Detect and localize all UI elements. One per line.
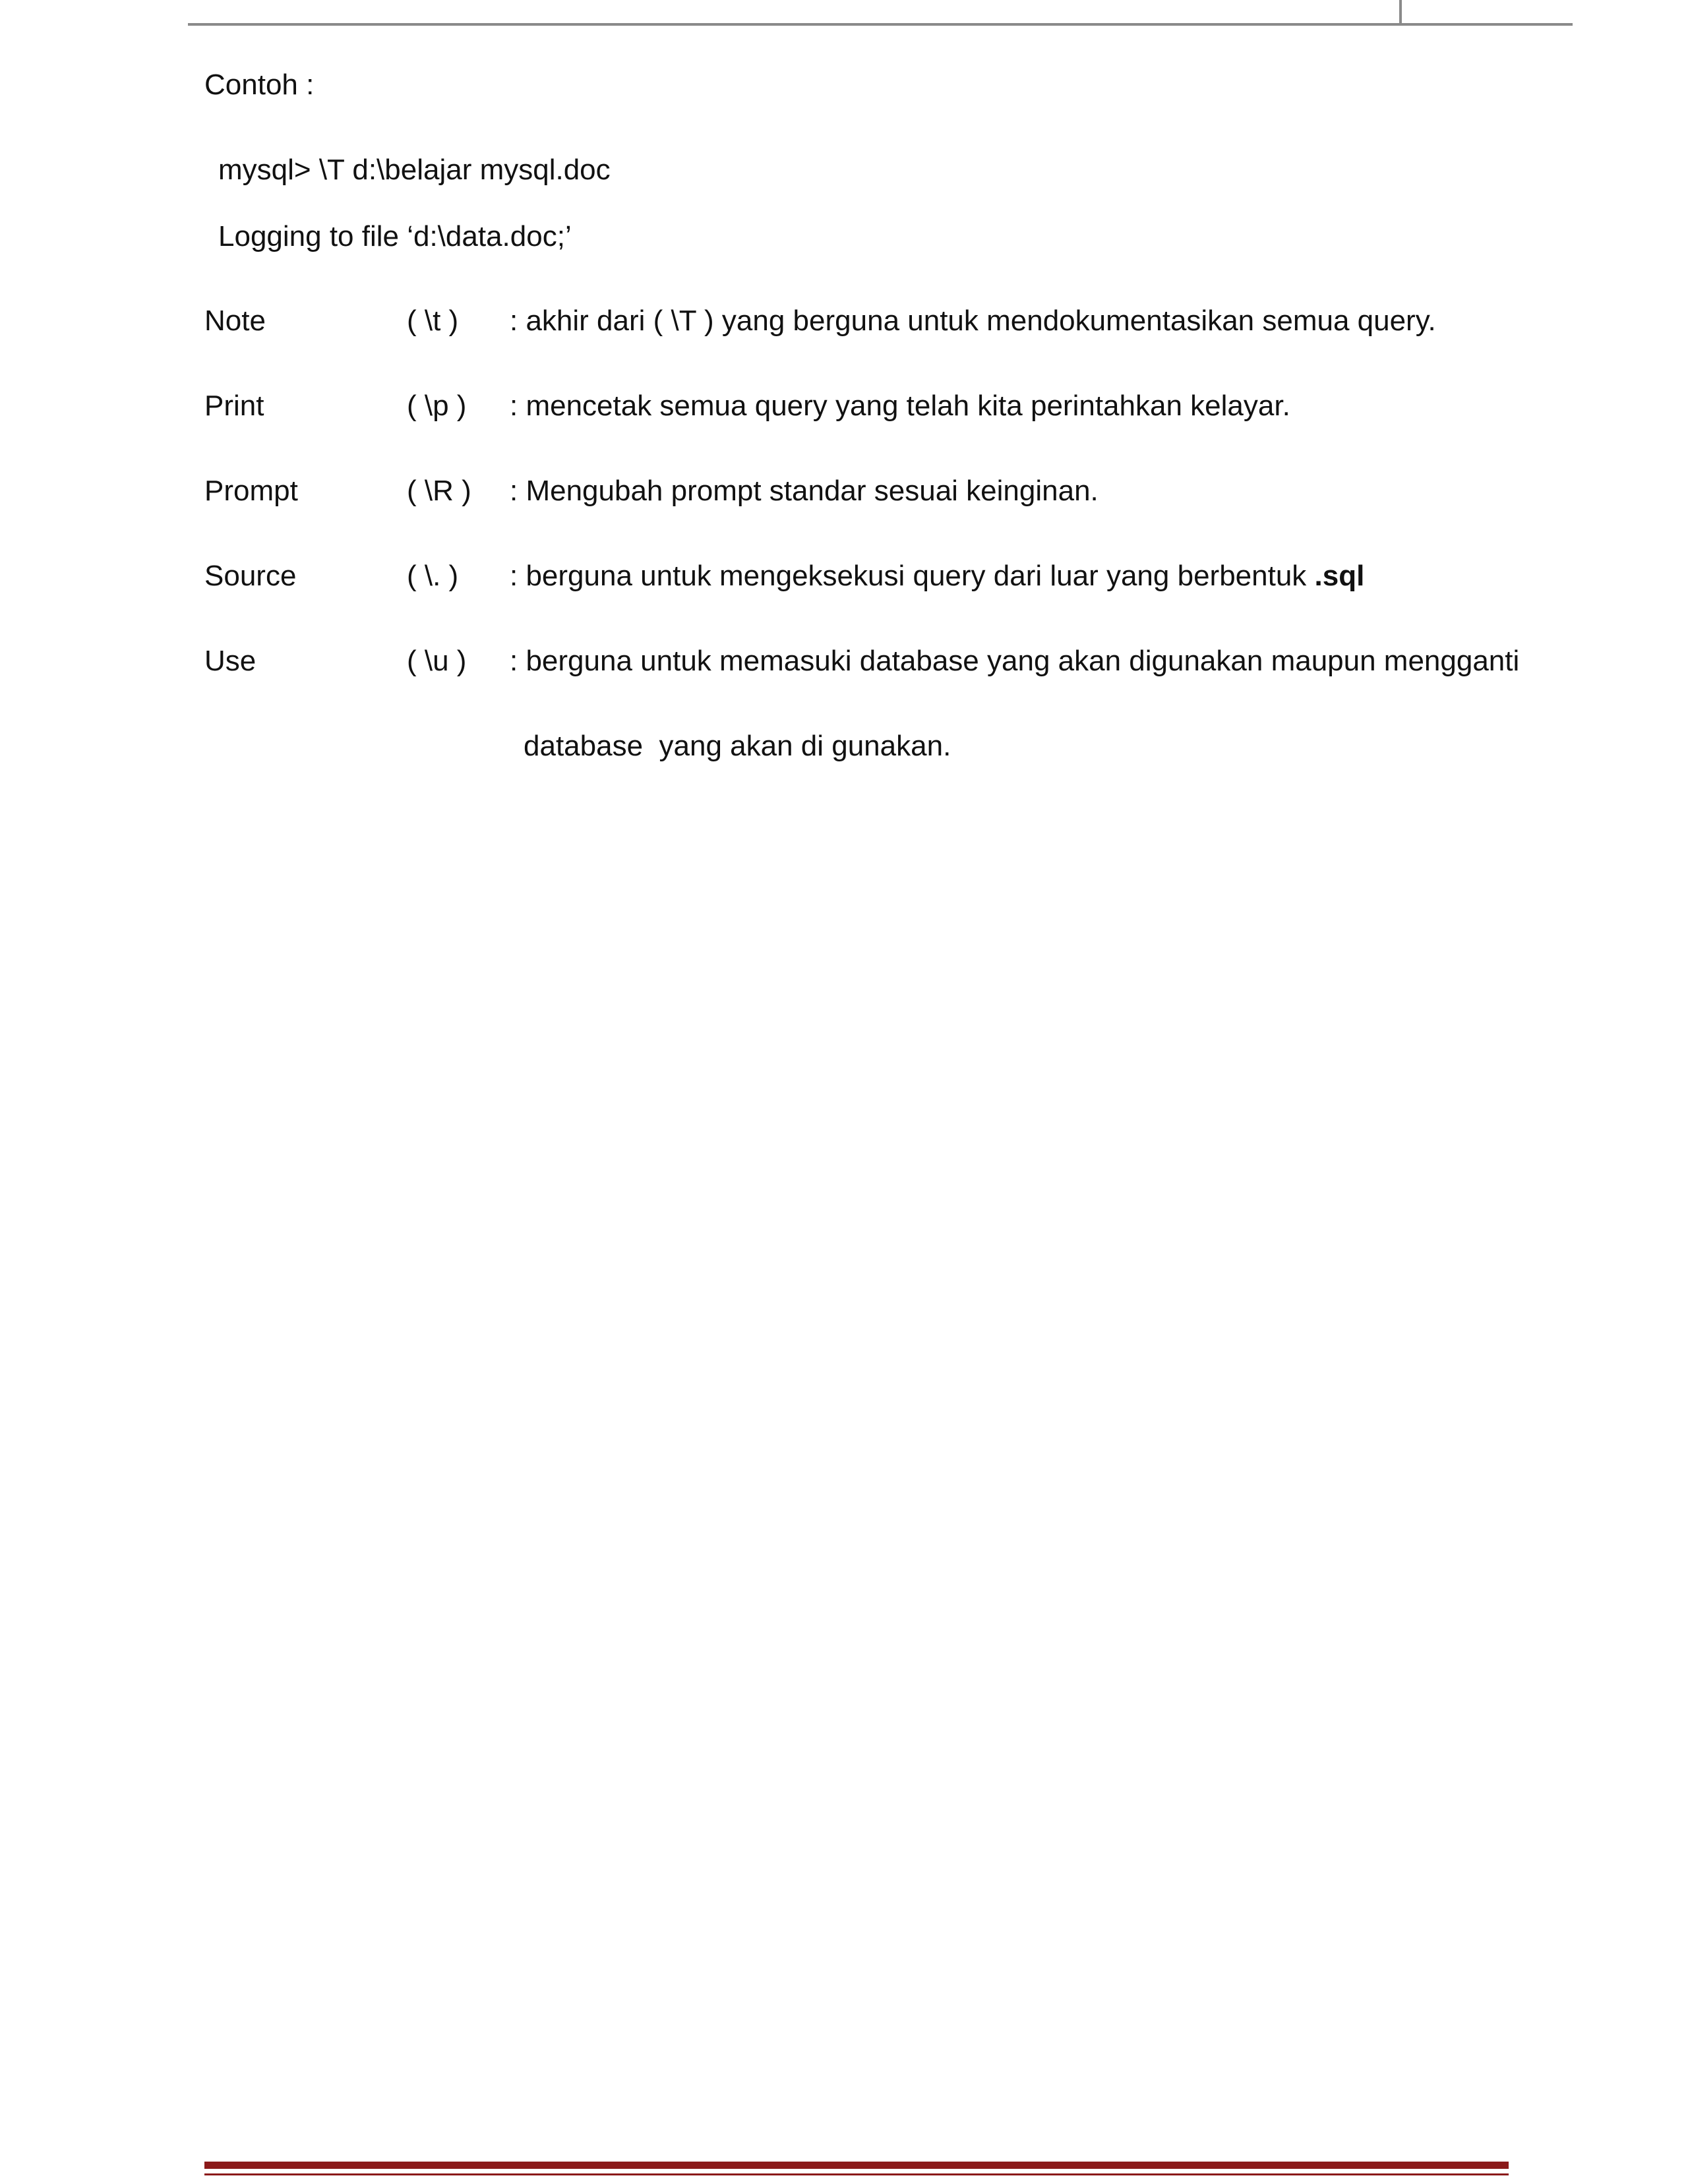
command-description-use-continuation: database yang akan di gunakan.: [524, 730, 951, 762]
example-output-line: Logging to file ‘d:\data.doc;’: [218, 220, 572, 252]
command-description-source: [510, 558, 1364, 595]
command-description-use: : berguna untuk memasuki database yang akan digunakan maupun mengganti: [510, 645, 1520, 677]
command-name-print: Print: [204, 390, 264, 422]
command-name-prompt: Prompt: [204, 475, 298, 507]
example-command-line: mysql> \T d:\belajar mysql.doc: [218, 154, 611, 186]
command-name-note: Note: [204, 305, 266, 337]
command-description-note: : akhir dari ( \T ) yang berguna untuk mendokumentasikan semua query.: [510, 305, 1436, 337]
command-code-note: ( \t ): [407, 305, 459, 337]
footer-rule-thick: [204, 2162, 1509, 2169]
example-heading: Contoh :: [204, 69, 315, 101]
footer-rule-thin: [204, 2173, 1509, 2175]
sql-extension-bold: .sql: [1314, 560, 1365, 592]
command-code-prompt: ( \R ): [407, 475, 471, 507]
header-divider-tick: [1399, 0, 1402, 24]
command-code-source: ( \. ): [407, 560, 459, 592]
command-description-source-text: : berguna untuk mengeksekusi query dari luar yang berbentuk: [510, 560, 1307, 592]
command-code-print: ( \p ): [407, 390, 467, 422]
header-rule: [188, 23, 1573, 26]
command-description-prompt: : Mengubah prompt standar sesuai keinginan.: [510, 475, 1099, 507]
command-code-use: ( \u ): [407, 645, 467, 677]
command-name-source: Source: [204, 560, 297, 592]
command-name-use: Use: [204, 645, 256, 677]
command-description-print: : mencetak semua query yang telah kita perintahkan kelayar.: [510, 390, 1290, 422]
